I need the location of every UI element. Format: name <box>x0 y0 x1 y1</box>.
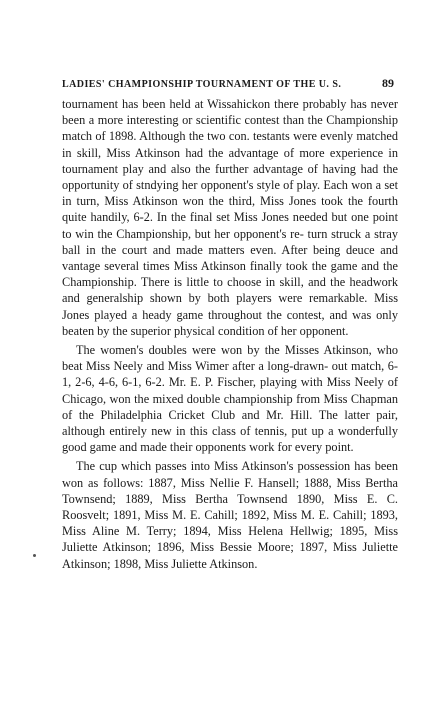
body-text <box>62 96 398 572</box>
running-title: LADIES' CHAMPIONSHIP TOURNAMENT OF THE U. S. <box>62 79 342 90</box>
paragraph-championship-match: tournament has been held at Wissahickon there probably has never been a more interesting or scientific contest than the Championship match of 1898. Although the two con. testants were evenly matched in skill, Miss Atkinson had the advantage of more experience in tournament play and also the further advantage of having had the opportunity of stndying her opponent's style of play. Each won a set in turn, Miss Atkinson won the third, Miss Jones took the fourth quite handily, 6-2. In the final set Miss Jones needed but one point to win the Championship, but her opponent's re- turn struck a stray ball in the court and made matters even. After being deuce and vantage several times Miss Atkinson finally took the game and the Championship. There is little to choose in skill, and the headwork and generalship shown by both players were remarkable. Miss Jones played a heady game throughout the contest, and was only beaten by the superior physical condition of her opponent. <box>62 97 398 338</box>
margin-speck <box>33 554 36 557</box>
paragraph-cup-winners: The cup which passes into Miss Atkinson's possession has been won as follows: 1887, Miss Nellie F. Hansell; 1888, Miss Bertha Townsend; 1889, Miss Bertha Townsend 1890, Miss E. C. Roosvelt; 1891, Miss M. E. Cahill; 1892, Miss M. E. Cahill; 1893, Miss Aline M. Terry; 1894, Miss Helena Hellwig; 1895, Miss Juliette Atkinson; 1896, Miss Bessie Moore; 1897, Miss Juliette Atkinson; 1898, Miss Juliette Atkinson. <box>62 459 398 571</box>
paragraph-doubles: The women's doubles were won by the Misses Atkinson, who beat Miss Neely and Miss Wimer after a long-drawn- out match, 6-1, 2-6, 4-6, 6-1, 6-2. Mr. E. P. Fischer, playing with Miss Neely of Chicago, won the mixed double championship from Miss Chapman of the Philadelphia Cricket Club and Mr. Hill. The latter pair, although entirely new in this class of tennis, put up a wonderfully good game and made their opponents work for every point. <box>62 343 398 455</box>
page-number: 89 <box>382 76 394 90</box>
running-head <box>62 76 394 91</box>
